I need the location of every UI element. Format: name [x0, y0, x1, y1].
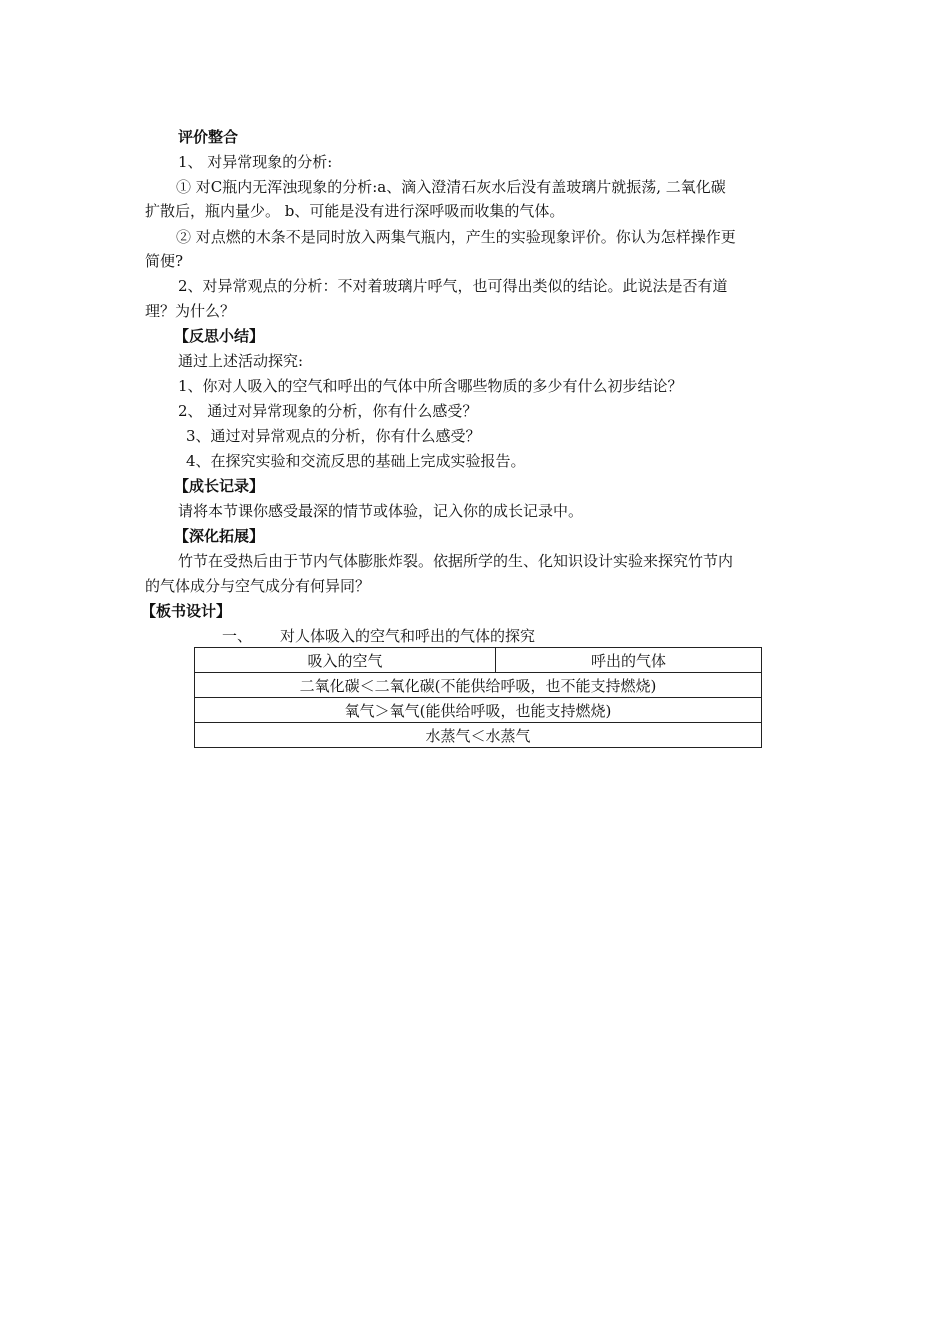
reflect-question-1: 1、你对人吸入的空气和呼出的气体中所含哪些物质的多少有什么初步结论？ [178, 377, 683, 395]
extend-text-line1: 竹节在受热后由于节内气体膨胀炸裂。依据所学的生、化知识设计实验来探究竹节内 [178, 552, 734, 570]
analysis-item-1a-line1: ① 对C瓶内无浑浊现象的分析:a、滴入澄清石灰水后没有盖玻璃片就振荡, 二氧化碳 [176, 178, 726, 196]
table-row [195, 698, 762, 723]
section-heading-growth: 【成长记录】 [174, 477, 265, 495]
reflect-question-3: 3、通过对异常观点的分析，你有什么感受？ [186, 427, 481, 445]
analysis-item-1: 1、 对异常现象的分析: [178, 153, 333, 171]
board-design-table [194, 647, 762, 748]
comparison-cell-co2: 二氧化碳＜二氧化碳(不能供给呼吸，也不能支持燃烧) [195, 673, 762, 698]
section-heading-evaluation: 评价整合 [178, 128, 239, 146]
comparison-cell-o2: 氧气＞氧气(能供给呼吸，也能支持燃烧) [195, 698, 762, 723]
header-cell-exhaled: 呼出的气体 [496, 648, 762, 673]
extend-text-line2: 的气体成分与空气成分有何异同？ [145, 577, 371, 595]
analysis-item-1b-line2: 简便? [145, 252, 184, 270]
analysis-item-1a-line2: 扩散后，瓶内量少。 b、可能是没有进行深呼吸而收集的气体。 [145, 202, 565, 220]
reflect-question-2: 2、 通过对异常现象的分析，你有什么感受？ [178, 402, 478, 420]
analysis-item-1b-line1: ② 对点燃的木条不是同时放入两集气瓶内，产生的实验现象评价。你认为怎样操作更 [176, 228, 736, 246]
growth-text: 请将本节课你感受最深的情节或体验，记入你的成长记录中。 [178, 502, 584, 520]
header-cell-inhaled: 吸入的空气 [195, 648, 496, 673]
table-row [195, 723, 762, 748]
reflect-intro: 通过上述活动探究: [178, 352, 304, 370]
table-row [195, 673, 762, 698]
board-subtitle: 对人体吸入的空气和呼出的气体的探究 [280, 627, 536, 645]
reflect-question-4: 4、在探究实验和交流反思的基础上完成实验报告。 [186, 452, 526, 470]
section-heading-board: 【板书设计】 [141, 602, 232, 620]
table-row [195, 648, 762, 673]
section-heading-reflect: 【反思小结】 [174, 327, 265, 345]
comparison-cell-water-vapor: 水蒸气＜水蒸气 [195, 723, 762, 748]
section-heading-extend: 【深化拓展】 [174, 527, 265, 545]
analysis-item-2-line2: 理？为什么？ [145, 302, 236, 320]
board-subtitle-number: 一、 [222, 627, 253, 645]
analysis-item-2-line1: 2、对异常观点的分析：不对着玻璃片呼气，也可得出类似的结论。此说法是否有道 [178, 277, 728, 295]
